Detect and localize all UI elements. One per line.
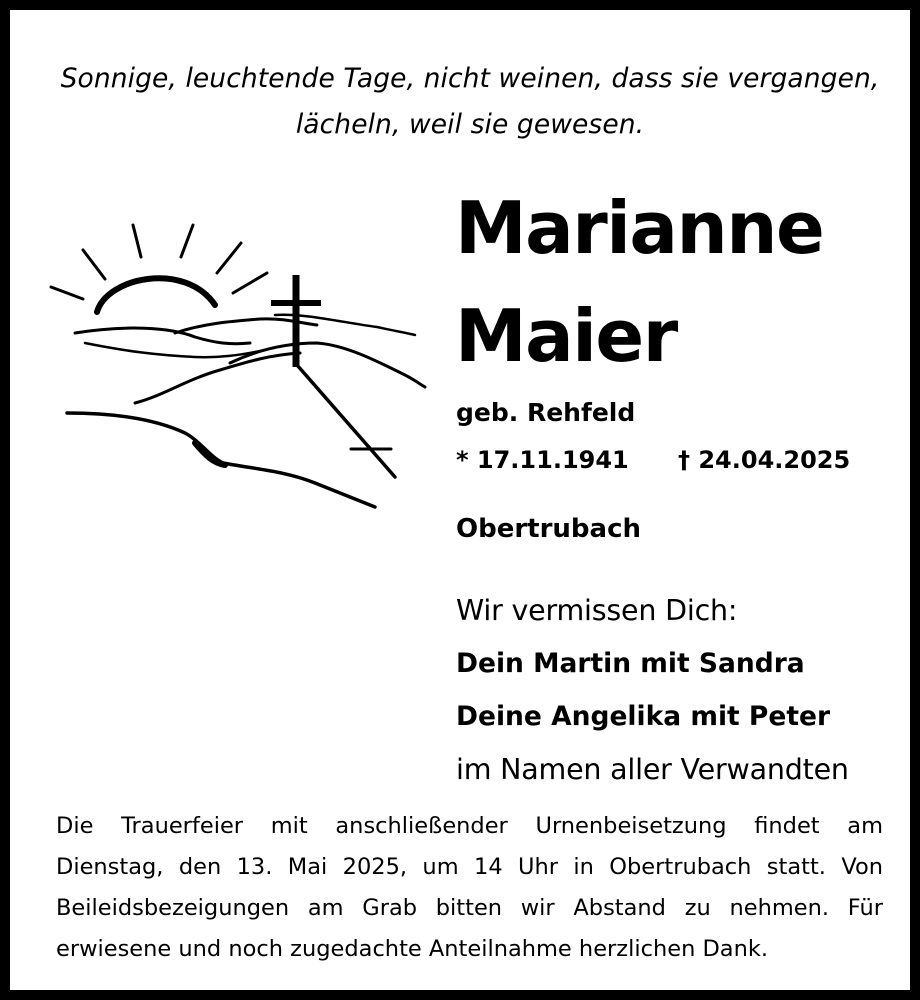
- deceased-first-name: Marianne: [455, 186, 824, 270]
- motto-line-2: lächeln, weil sie gewesen.: [295, 109, 645, 140]
- motto-line-1: Sonnige, leuchtende Tage, nicht weinen, dass sie vergangen,: [60, 63, 880, 94]
- notice-line: Die Trauerfeier mit anschließender Urnenbeisetzung findet am: [56, 813, 883, 839]
- birth-name: geb. Rehfeld: [456, 398, 636, 427]
- birth-date: * 17.11.1941: [456, 446, 629, 474]
- mourners-block: [456, 584, 849, 796]
- notice-line: erwiesene und noch zugedachte Anteilnahme herzlichen Dank.: [56, 936, 769, 962]
- residence-place: Obertrubach: [456, 514, 642, 544]
- motto-verse: [40, 56, 900, 148]
- death-date: † 24.04.2025: [678, 446, 851, 474]
- funeral-notice: [56, 806, 883, 970]
- notice-line: Dienstag, den 13. Mai 2025, um 14 Uhr in Obertrubach statt. Von: [56, 854, 883, 880]
- mourner-line: Deine Angelika mit Peter: [456, 701, 831, 732]
- sunset-landscape-with-cross-icon: [45, 215, 435, 515]
- mourner-line: Dein Martin mit Sandra: [456, 648, 805, 679]
- notice-line: Beileidsbezeigungen am Grab bitten wir Abstand zu nehmen. Für: [56, 895, 883, 921]
- mourners-closing: im Namen aller Verwandten: [456, 753, 849, 786]
- deceased-last-name: Maier: [455, 294, 677, 378]
- mourners-intro: Wir vermissen Dich:: [456, 594, 738, 627]
